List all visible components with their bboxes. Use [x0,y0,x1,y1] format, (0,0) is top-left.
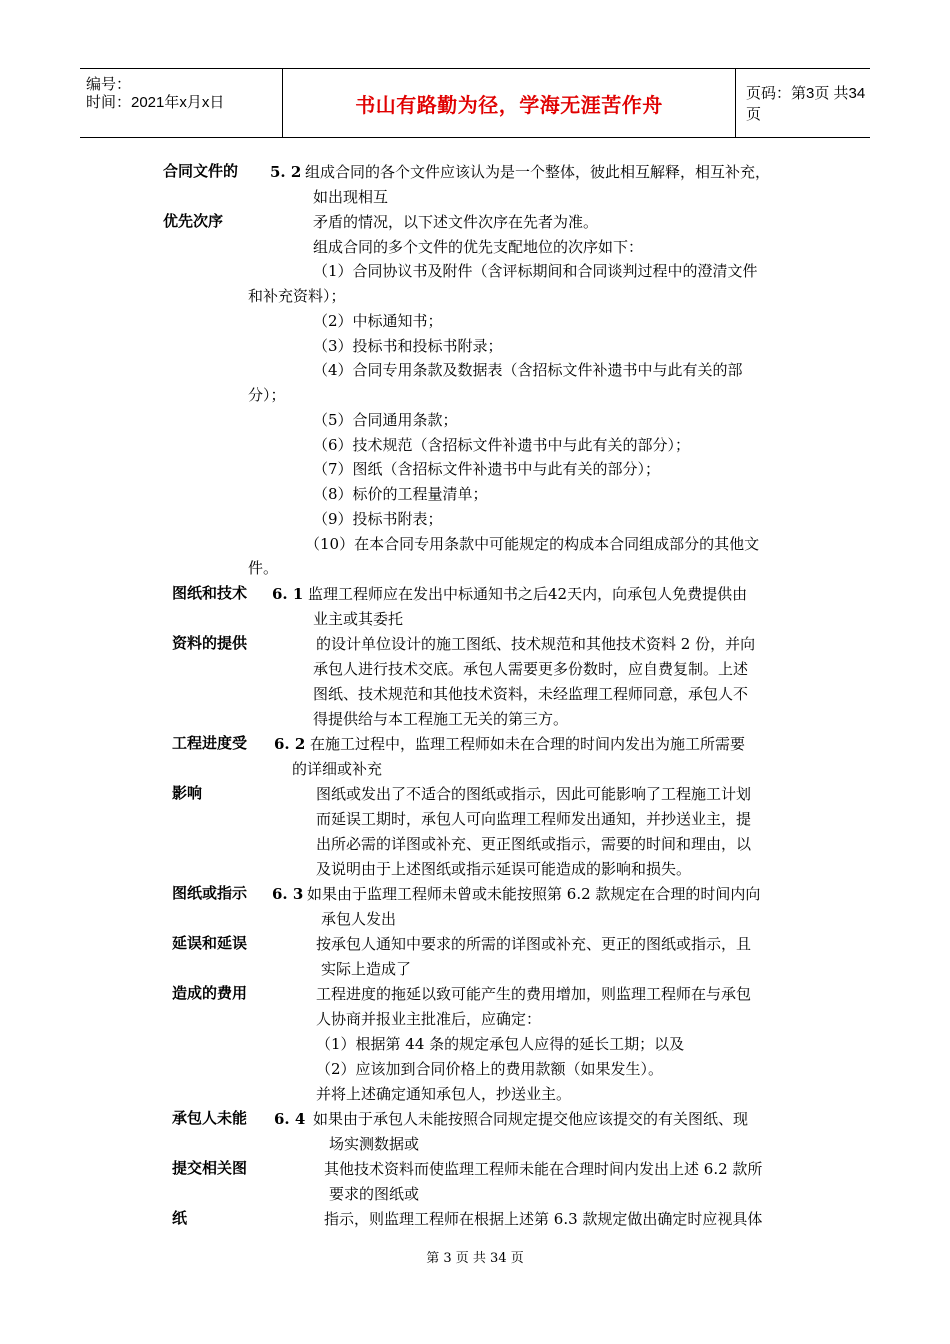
body-text-line: 业主或其委托 [313,610,404,628]
section-label: 纸 [172,1210,188,1227]
body-text-line: （5）合同通用条款； [313,411,458,429]
body-text-line: 而延误工期时，承包人可向监理工程师发出通知，并抄送业主，提 [316,810,752,828]
section-label: 资料的提供 [172,635,248,652]
section-label: 图纸或指示 [172,885,248,902]
body-text-line: 出所必需的详图或补充、更正图纸或指示，需要的时间和理由，以 [316,835,752,853]
body-text-line: 如出现相互 [313,188,389,206]
section-label: 合同文件的 [163,163,239,180]
page-header [80,68,870,138]
body-text-line: 的详细或补充 [292,760,383,778]
body-text-line: 和补充资料）； [248,287,346,305]
body-text-line: （7）图纸（含招标文件补遗书中与此有关的部分）； [313,460,661,478]
body-text-line: 图纸或发出了不适合的图纸或指示，因此可能影响了工程施工计划 [316,785,752,803]
body-text-line: 指示，则监理工程师在根据上述第 6.3 款规定做出确定时应视具体 [324,1210,763,1228]
clause-number: 6. 2 [274,735,306,753]
body-text-line: 要求的图纸或 [329,1185,420,1203]
section-label: 承包人未能 [172,1110,248,1127]
body-text-line: （1）合同协议书及附件（含评标期间和合同谈判过程中的澄清文件 [313,262,758,280]
header-page-cell [736,69,870,137]
body-text-line: 并将上述确定通知承包人，抄送业主。 [316,1085,572,1103]
section-label: 工程进度受 [172,735,248,752]
section-label: 造成的费用 [172,985,248,1002]
body-text-line: 得提供给与本工程施工无关的第三方。 [313,710,569,728]
body-text-line: 在施工过程中，监理工程师如未在合理的时间内发出为施工所需要 [310,735,746,753]
body-text-line: 监理工程师应在发出中标通知书之后42天内，向承包人免费提供由 [308,585,748,603]
body-text-line: 承包人进行技术交底。承包人需要更多份数时，应自费复制。上述 [313,660,749,678]
date-label: 时间：2021年x月x日 [86,94,225,111]
body-text-line: 如果由于监理工程师未曾或未能按照第 6.2 款规定在合理的时间内向 [307,885,761,903]
body-text-line: （10）在本合同专用条款中可能规定的构成本合同组成部分的其他文 [305,535,760,553]
header-meta-cell [80,69,283,137]
header-motto-cell [283,69,736,137]
section-label: 影响 [172,785,203,802]
body-text-line: 其他技术资料而使监理工程师未能在合理时间内发出上述 6.2 款所 [324,1160,763,1178]
body-text-line: 如果由于承包人未能按照合同规定提交他应该提交的有关图纸、现 [313,1110,749,1128]
section-label: 延误和延误 [172,935,248,952]
body-text-line: 场实测数据或 [329,1135,420,1153]
body-text-line: （2）应该加到合同价格上的费用款额（如果发生）。 [316,1060,664,1078]
body-text-line: （3）投标书和投标书附录； [313,337,503,355]
body-text-line: （9）投标书附表； [313,510,443,528]
body-text-line: 组成合同的多个文件的优先支配地位的次序如下： [313,238,644,256]
body-text-line: （8）标价的工程量清单； [313,485,488,503]
body-text-line: 组成合同的各个文件应该认为是一个整体，彼此相互解释，相互补充， [305,163,771,181]
body-text-line: （1）根据第 44 条的规定承包人应得的延长工期；以及 [316,1035,685,1053]
body-text-line: 图纸、技术规范和其他技术资料，未经监理工程师同意，承包人不 [313,685,749,703]
clause-number: 6. 1 [272,585,304,603]
motto: 书山有路勤为径，学海无涯苦作舟 [355,94,663,117]
body-text-line: 分）； [248,386,286,404]
body-text-line: 件。 [248,559,279,577]
code-label: 编号： [86,76,132,93]
page-info: 页码：第3页 共34页 [746,85,866,123]
page-footer: 第 3 页 共 34 页 [426,1251,524,1266]
body-text-line: 工程进度的拖延以致可能产生的费用增加，则监理工程师在与承包 [316,985,752,1003]
clause-number: 6. 4 [274,1110,306,1128]
section-label: 图纸和技术 [172,585,248,602]
body-text-line: （2）中标通知书； [313,312,443,330]
body-text-line: 矛盾的情况，以下述文件次序在先者为准。 [313,213,599,231]
body-text-line: 实际上造成了 [321,960,412,978]
clause-number: 5. 2 [270,163,302,181]
body-text-line: 人协商并报业主批准后，应确定： [316,1010,542,1028]
body-text-line: （4）合同专用条款及数据表（含招标文件补遗书中与此有关的部 [313,361,743,379]
body-text-line: 及说明由于上述图纸或指示延误可能造成的影响和损失。 [316,860,692,878]
body-text-line: 按承包人通知中要求的所需的详图或补充、更正的图纸或指示，且 [316,935,752,953]
body-text-line: （6）技术规范（含招标文件补遗书中与此有关的部分）； [313,436,691,454]
section-label: 优先次序 [163,213,224,230]
body-text-line: 承包人发出 [321,910,397,928]
section-label: 提交相关图 [172,1160,248,1177]
clause-number: 6. 3 [272,885,304,903]
body-text-line: 的设计单位设计的施工图纸、技术规范和其他技术资料 2 份，并向 [316,635,756,653]
